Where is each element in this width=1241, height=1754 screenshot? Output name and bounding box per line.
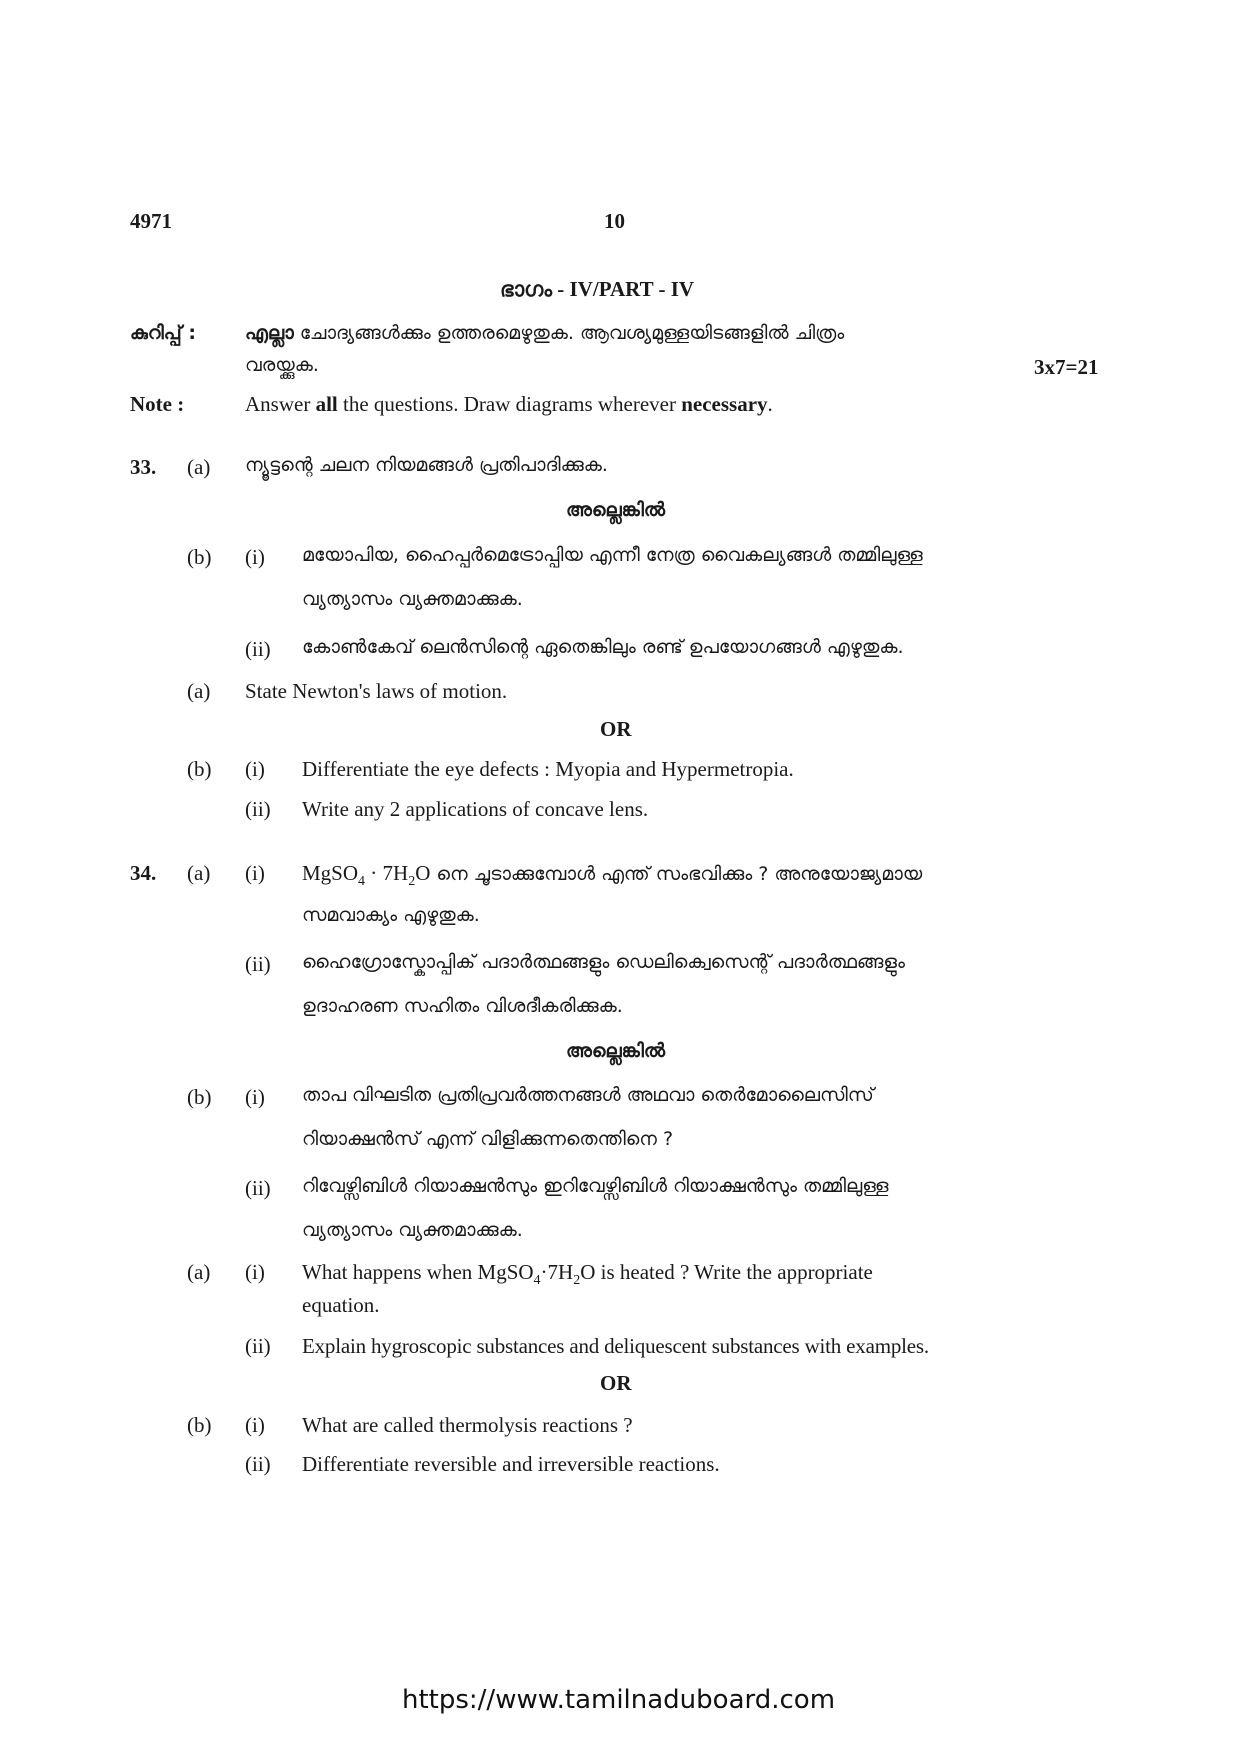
- q34-b-i-text-en: What are called thermolysis reactions ?: [302, 1413, 633, 1437]
- note-pre: Answer: [245, 392, 311, 416]
- q34-or-ml: അല്ലെങ്കിൽ: [566, 1040, 666, 1062]
- q33-a-label-en: (a): [187, 679, 211, 703]
- q34-b-ii-text-en: Differentiate reversible and irreversible reactions.: [302, 1452, 720, 1476]
- q33-b-ii-label-ml: (ii): [245, 637, 271, 661]
- note-necessary: necessary: [681, 392, 768, 416]
- q34-a-i-line1-en: What happens when $MgSO_4\cdot 7H_2O$ is heated ? Write the appropriate: [302, 1260, 873, 1289]
- q34-a-i-line1-ml: MgSO$_4$ · $7H_2O$ നെ ചൂടാക്കുമ്പോൾ എന്ത് സംഭവിക്കും ? അനുയോജ്യമായ: [302, 861, 923, 890]
- q34-a-i-label-ml: (i): [245, 861, 265, 885]
- q33-b-label-ml: (b): [187, 545, 212, 569]
- footer-url-link[interactable]: https://www.tamilnaduboard.com: [402, 1685, 836, 1715]
- q34-b-i-line2-ml: റിയാക്ഷൻസ് എന്ന് വിളിക്കുന്നതെന്തിനെ ?: [302, 1128, 674, 1150]
- question-number-34: 34.: [130, 861, 157, 885]
- formula-mgso4-ml: MgSO$_4$ · $7H_2O$: [302, 861, 431, 890]
- q33-a-label-ml: (a): [187, 455, 211, 479]
- instruction-line1-ml: ചോദ്യങ്ങൾക്കും ഉത്തരമെഴുതുക. ആവശ്യമുള്ളയിടങ്ങളിൽ ചിത്രം: [299, 322, 845, 344]
- q34-or-en: OR: [600, 1371, 632, 1395]
- note-label: Note :: [130, 392, 185, 416]
- q33-b-ii-text-ml: കോൺകേവ് ലെൻസിന്റെ ഏതെങ്കിലും രണ്ട് ഉപയോഗങ്ങൾ എഴുതുക.: [302, 636, 904, 658]
- q33-b-i-label-ml: (i): [245, 545, 265, 569]
- q34-a-label-ml: (a): [187, 861, 211, 885]
- q34-b-ii-line2-ml: വ്യത്യാസം വ്യക്തമാക്കുക.: [302, 1219, 523, 1241]
- q33-b-ii-text-en: Write any 2 applications of concave lens.: [302, 797, 649, 821]
- instruction-line2-ml: വരയ്ക്കുക.: [245, 354, 319, 376]
- q34-b-ii-label-en: (ii): [245, 1452, 271, 1476]
- marks-allocation: 3x7=21: [1034, 355, 1099, 379]
- q34-a-label-en: (a): [187, 1260, 211, 1284]
- note-mid: the questions. Draw diagrams wherever: [343, 392, 676, 416]
- q34-b-label-en: (b): [187, 1413, 212, 1437]
- q33-b-ii-label-en: (ii): [245, 797, 271, 821]
- q33-b-label-en: (b): [187, 757, 212, 781]
- paper-code: 4971: [130, 209, 172, 233]
- q34-b-ii-label-ml: (ii): [245, 1176, 271, 1200]
- q33-b-i-line2-ml: വ്യത്യാസം വ്യക്തമാക്കുക.: [302, 588, 523, 610]
- page-number: 10: [604, 209, 625, 233]
- q34-a-ii-text-en: Explain hygroscopic substances and deliquescent substances with examples.: [302, 1334, 929, 1358]
- note-text: [245, 391, 773, 417]
- q34-a-ii-line2-ml: ഉദാഹരണ സഹിതം വിശദീകരിക്കുക.: [302, 995, 623, 1017]
- q33-b-i-line1-ml: മയോപിയ, ഹൈപ്പർമെട്രോപ്പിയ എന്നീ നേത്ര വൈകല്യങ്ങൾ തമ്മിലുള്ള: [302, 544, 923, 566]
- note-all: all: [315, 392, 338, 416]
- q34-b-i-label-en: (i): [245, 1413, 265, 1437]
- note-end: .: [767, 392, 773, 416]
- q34-a-i-label-en: (i): [245, 1260, 265, 1284]
- q34-a-ii-label-ml: (ii): [245, 952, 271, 976]
- q34-a-i-line2-en: equation.: [302, 1293, 380, 1317]
- q33-or-en: OR: [600, 717, 632, 741]
- q33-a-text-en: State Newton's laws of motion.: [245, 679, 508, 703]
- q34-a-ii-line1-ml: ഹൈഗ്രോസ്കോപ്പിക് പദാർത്ഥങ്ങളും ഡെലിക്വെസെന്റ് പദാർത്ഥങ്ങളും: [302, 951, 905, 973]
- q33-a-text-ml: ന്യൂട്ടന്റെ ചലന നിയമങ്ങൾ പ്രതിപാദിക്കുക.: [245, 454, 608, 476]
- q33-b-i-text-en: Differentiate the eye defects : Myopia and Hypermetropia.: [302, 757, 794, 781]
- part-title: ഭാഗം - IV/PART - IV: [500, 277, 695, 301]
- q33-or-ml: അല്ലെങ്കിൽ: [566, 499, 666, 521]
- q33-b-i-label-en: (i): [245, 757, 265, 781]
- q34-a-i-line2-ml: സമവാക്യം എഴുതുക.: [302, 904, 480, 926]
- q34-a-ii-label-en: (ii): [245, 1334, 271, 1358]
- q34-b-ii-line1-ml: റിവേഴ്സിബിൾ റിയാക്ഷൻസും ഇറിവേഴ്സിബിൾ റിയാക്ഷൻസും തമ്മിലുള്ള: [302, 1175, 889, 1197]
- q34-b-i-label-ml: (i): [245, 1085, 265, 1109]
- instruction-bold-all-ml: എല്ലാ: [245, 322, 294, 344]
- q34-b-i-line1-ml: താപ വിഘടിത പ്രതിപ്രവർത്തനങ്ങൾ അഥവാ തെർമോലൈസിസ്: [302, 1084, 874, 1106]
- instruction-text-ml: [245, 322, 844, 344]
- question-number-33: 33.: [130, 455, 157, 479]
- instruction-label-ml: കുറിപ്പ് :: [130, 322, 196, 344]
- q34-b-label-ml: (b): [187, 1085, 212, 1109]
